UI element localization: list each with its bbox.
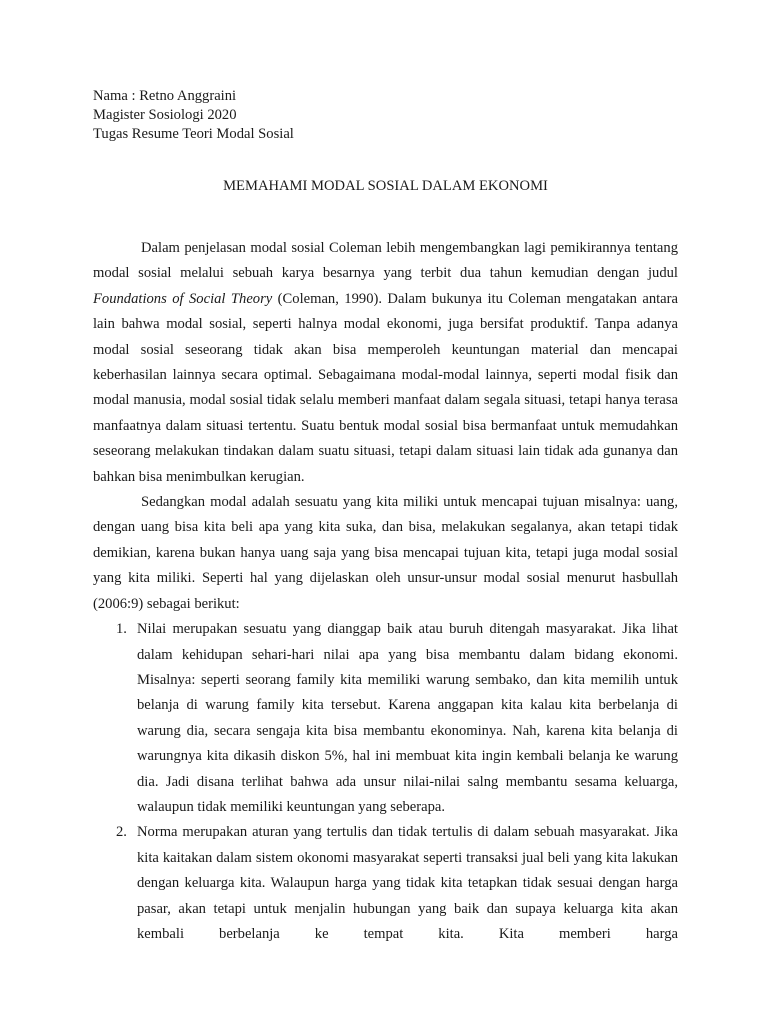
list-item-text: Nilai merupakan sesuatu yang dianggap baik atau buruh ditengah masyarakat. Jika lihat dalam kehidupan sehari-hari nilai apa yang bisa membantu dalam bidang ekonomi. Misalnya: seperti seorang family kita memiliki warung sembako, dan kita memilih untuk belanja di warung family kita tersebut. Karena anggapan kita kalau kita berbelanja di warung dia, secara sengaja kita bisa membantu ekonominya. Nah, karena kita belanja di warungnya kita dikasih diskon 5%, hal ini membuat kita ingin kembali belanja ke warung dia. Jadi disana terlihat bahwa ada unsur nilai-nilai salng membantu sesama keluarga, walaupun tidak memiliki keuntungan yang seberapa. xyxy=(137,621,678,815)
book-title: Foundations of Social Theory xyxy=(93,290,273,307)
paragraph-1-part-b: (Coleman, 1990). Dalam bukunya itu Coleman mengatakan antara lain bahwa modal sosial, seperti halnya modal ekonomi, juga bersifat produktif. Tanpa adanya modal sosial seseorang tidak akan bisa memperoleh keuntungan material dan mencapai keberhasilan lainnya secara optimal. Sebagaimana modal-modal lainnya, seperti modal fisik dan modal manusia, modal sosial tidak selalu memberi manfaat dalam segala situasi, tetapi hanya terasa manfaatnya dalam situasi tertentu. Suatu bentuk modal sosial bisa bermanfaat untuk memudahkan seseorang melakukan tindakan dalam suatu situasi, tetapi dalam situasi lain tidak ada gunanya dan bahkan bisa menimbulkan kerugian. xyxy=(93,290,678,485)
program-line: Magister Sosiologi 2020 xyxy=(93,107,237,123)
document-body xyxy=(93,236,678,947)
list-item-text: Norma merupakan aturan yang tertulis dan tidak tertulis di dalam sebuah masyarakat. Jika kita kaitakan dalam sistem okonomi masyarakat seperti transaksi jual beli yang kita lakukan dengan keluarga kita. Walaupun harga yang tidak kita tetapkan tidak sesuai dengan harga pasar, akan tetapi untuk menjalin hubungan yang baik dan supaya keluarga kita akan kembali berbelanja ke tempat kita. Kita memberi harga xyxy=(137,824,678,942)
task-line: Tugas Resume Teori Modal Sosial xyxy=(93,126,294,142)
document-title: MEMAHAMI MODAL SOSIAL DALAM EKONOMI xyxy=(223,178,548,194)
paragraph-1 xyxy=(93,236,678,490)
list-item-number: 1. xyxy=(116,621,127,638)
document-header xyxy=(93,87,678,144)
list-item xyxy=(93,820,678,947)
list-item-number: 2. xyxy=(116,824,127,841)
paragraph-2: Sedangkan modal adalah sesuatu yang kita miliki untuk mencapai tujuan misalnya: uang, dengan uang bisa kita beli apa yang kita suka, dan bisa, melakukan segalanya, akan tetapi tidak demikian, karena bukan hanya uang saja yang bisa mencapai tujuan kita, tetapi juga modal sosial yang kita miliki. Seperti hal yang dijelaskan oleh unsur-unsur modal sosial menurut hasbullah (2006:9) sebagai berikut: xyxy=(93,494,678,612)
paragraph-1-part-a: Dalam penjelasan modal sosial Coleman lebih mengembangkan lagi pemikirannya tentang modal sosial melalui sebuah karya besarnya yang terbit dua tahun kemudian dengan judul xyxy=(93,240,678,282)
list-item xyxy=(93,617,678,820)
numbered-list xyxy=(93,617,678,947)
author-name: Nama : Retno Anggraini xyxy=(93,88,237,104)
